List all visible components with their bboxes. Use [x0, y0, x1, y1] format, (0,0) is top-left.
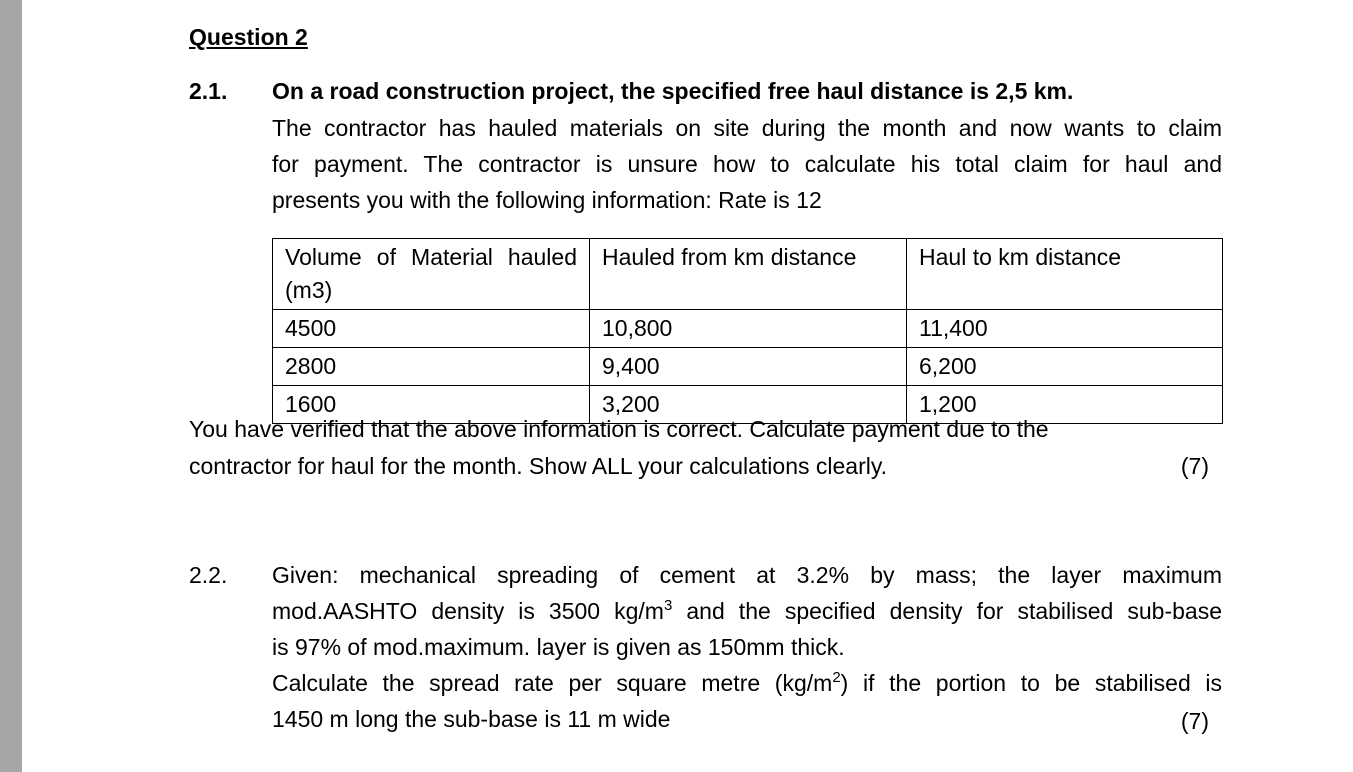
q22-line-4a: Calculate the spread rate per square metre (kg/m — [272, 670, 833, 696]
question-2-1-intro — [272, 110, 1222, 218]
question-2-2-number: 2.2. — [189, 562, 228, 588]
intro-line-2: for payment. The contractor is unsure how to calculate his total claim for haul and — [272, 151, 1222, 177]
question-2-2-marks: (7) — [1180, 708, 1209, 734]
q22-line-2 — [272, 593, 1222, 629]
question-2-2-body — [272, 557, 1222, 737]
cell-volume: 4500 — [273, 310, 590, 348]
q22-line-1: Given: mechanical spreading of cement at 3.2% by mass; the layer maximum — [272, 562, 1222, 588]
question-heading: Question 2 — [189, 24, 308, 50]
cell-to: 1,200 — [907, 386, 1223, 424]
table-row — [273, 310, 1223, 348]
question-2-1-marks: (7) — [1180, 453, 1209, 479]
header-haul-to: Haul to km distance — [907, 239, 1223, 310]
question-2-1-instruction — [189, 411, 1209, 485]
q22-line-2a: mod.AASHTO density is 3500 kg/m — [272, 598, 664, 624]
q22-line-2-sup: 3 — [663, 597, 673, 614]
instruction-line-2: contractor for haul for the month. Show ALL your calculations clearly. — [189, 453, 888, 479]
q22-line-4b: ) if the portion to be stabilised is — [840, 670, 1223, 696]
intro-line-3: presents you with the following information: Rate is 12 — [272, 187, 822, 213]
cell-volume: 1600 — [273, 386, 590, 424]
cell-to: 6,200 — [907, 348, 1223, 386]
left-margin-bar — [0, 0, 22, 772]
q22-line-5: 1450 m long the sub-base is 11 m wide — [272, 706, 671, 732]
table-row — [273, 348, 1223, 386]
cell-from: 3,200 — [590, 386, 907, 424]
cell-from: 9,400 — [590, 348, 907, 386]
intro-line-1: The contractor has hauled materials on site during the month and now wants to claim — [272, 115, 1222, 141]
question-2-1-number: 2.1. — [189, 78, 228, 104]
q22-line-3: is 97% of mod.maximum. layer is given as 150mm thick. — [272, 634, 845, 660]
q22-line-4 — [272, 665, 1222, 701]
cell-to: 11,400 — [907, 310, 1223, 348]
question-2-1-title: On a road construction project, the specified free haul distance is 2,5 km. — [272, 78, 1074, 104]
q22-line-4-sup: 2 — [832, 669, 841, 686]
cell-from: 10,800 — [590, 310, 907, 348]
cell-volume: 2800 — [273, 348, 590, 386]
header-volume: Volume of Material hauled (m3) — [273, 239, 590, 310]
q22-line-2b: and the specified density for stabilised sub-base — [672, 598, 1223, 624]
table-header-row — [273, 239, 1223, 310]
instruction-line-1: You have verified that the above information is correct. Calculate payment due to the — [189, 416, 1049, 442]
haul-table — [272, 238, 1223, 424]
header-hauled-from: Hauled from km distance — [590, 239, 907, 310]
